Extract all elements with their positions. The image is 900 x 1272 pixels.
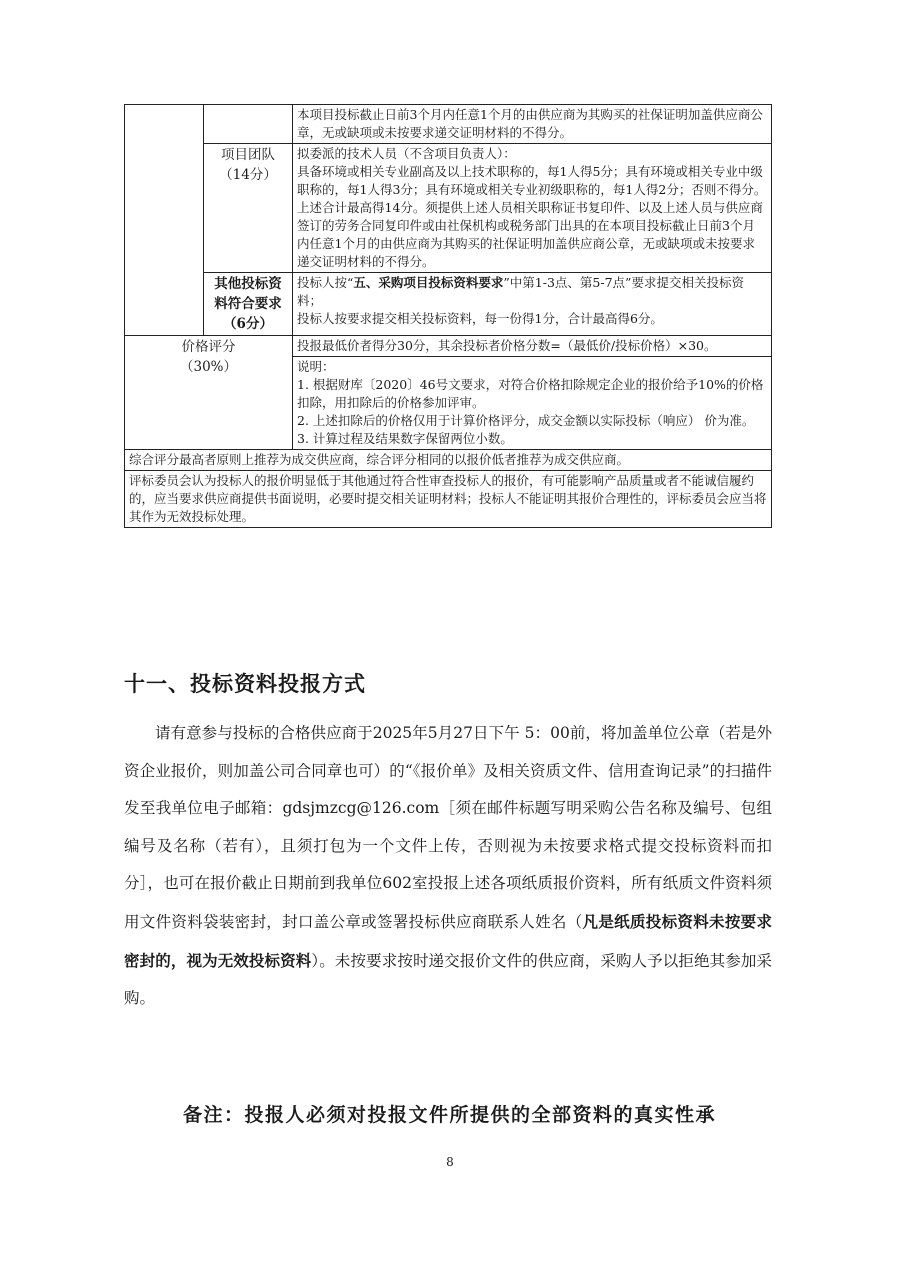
table-row: [125, 471, 772, 528]
team-criteria-cell: [293, 144, 772, 273]
team-label: 项目团队: [221, 147, 275, 163]
price-notes-cell: [293, 357, 772, 450]
other-score: （6分）: [223, 316, 273, 332]
price-label-cell: [125, 336, 293, 450]
social-security-text: 本项目投标截止日前3个月内任意1个月的由供应商为其购买的社保证明加盖供应商公章，无或缺项或未按要求递交证明材料的不得分。: [293, 105, 772, 144]
team-score: （14分）: [219, 167, 277, 183]
other-text-1: [297, 274, 767, 310]
price-note-1: 1. 根据财库〔2020〕46号文要求，对符合价格扣除规定企业的报价给予10%的价格扣除，用扣除后的价格参加评审。: [297, 377, 764, 410]
price-label: 价格评分: [181, 339, 236, 355]
page-number: 8: [446, 1155, 454, 1169]
low-price-text: 评标委员会认为投标人的报价明显低于其他通过符合性审查投标人的报价，有可能影响产品质量或者不能诚信履约的，应当要求供应商提供书面说明，必要时提交相关证明材料；投标人不能证明其报价合理性的，评标委员会应当将其作为无效投标处理。: [125, 471, 772, 528]
table-cell-empty: [125, 105, 204, 336]
price-note-2: 2. 上述扣除后的价格仅用于计算价格评分，成交金额以实际投标（响应） 价为准。: [297, 413, 755, 428]
para-text-bold: 凡是纸质投标资料未按要求密封的，视为无效投标资料: [124, 911, 772, 970]
remark-line: 备注：投报人必须对投报文件所提供的全部资料的真实性承: [183, 1104, 717, 1126]
section-heading: 十一、投标资料投报方式: [124, 671, 366, 696]
team-text-1: 拟委派的技术人员（不含项目负责人）：: [297, 146, 516, 161]
team-text-2: 具备环境或相关专业副高及以上技术职称的，每1人得5分；具有环境或相关专业中级职称的，每1人得3分；具有环境或相关专业初级职称的，每1人得2分；否则不得分。: [297, 164, 767, 197]
team-text-3: 上述合计最高得14分。须提供上述人员相关职称证书复印件、以及上述人员与供应商签订的劳务合同复印件或由社保机构或税务部门出具的在本项目投标截止日前3个月内任意1个月的由供应商为其购买的社保证明加盖供应商公章，无或缺项或未按要求递交证明材料的不得分。: [297, 200, 763, 269]
price-score: （30%）: [179, 359, 237, 375]
price-formula: 投报最低价者得分30分，其余投标者价格分数=（最低价/投标价格）×30。: [293, 336, 772, 357]
other-label-cell: [204, 273, 293, 336]
table-cell-empty: [204, 105, 293, 144]
table-row: [125, 450, 772, 471]
recommend-text: 综合评分最高者原则上推荐为成交供应商，综合评分相同的以报价低者推荐为成交供应商。: [125, 450, 772, 471]
other-text-2: 投标人按要求提交相关投标资料，每一份得1分，合计最高得6分。: [297, 311, 663, 326]
other-criteria-cell: [293, 273, 772, 336]
table-row: [125, 273, 772, 336]
price-notes-title: 说明：: [297, 359, 335, 374]
other-text-pre: 投标人按“: [297, 275, 354, 290]
other-label: 其他投标资料符合要求: [214, 276, 282, 312]
team-label-cell: [204, 144, 293, 273]
table-row: [125, 144, 772, 273]
other-text-post: ”中第1-3点、第5-7点”要求提交相关投标资料；: [297, 275, 744, 308]
price-note-3: 3. 计算过程及结果数字保留两位小数。: [297, 431, 513, 446]
other-text-bold: 五、采购项目投标资料要求: [353, 275, 504, 290]
table-row: [125, 105, 772, 144]
submission-paragraph: [124, 715, 772, 1018]
scoring-table: [124, 104, 772, 528]
para-text-2: ）。未按要求按时递交报价文件的供应商，采购人予以拒绝其参加采购。: [124, 951, 772, 1008]
table-row: [125, 336, 772, 357]
para-text-1: 请有意参与投标的合格供应商于2025年5月27日下午 5：00前，将加盖单位公章（若是外资企业报价，则加盖公司合同章也可）的“《报价单》及相关资质文件、信用查询记录”的扫描件发至我单位电子邮箱：gdsjmzcg@126.com［须在邮件标题写明采购公告名称及编号、包组编号及名称（若有），且须打包为一个文件上传，否则视为未按要求格式提交投标资料而扣分］，也可在报价截止日期前到我单位602室投报上述各项纸质报价资料，所有纸质文件资料须用文件资料袋装密封，封口盖公章或签署投标供应商联系人姓名（: [124, 724, 772, 931]
